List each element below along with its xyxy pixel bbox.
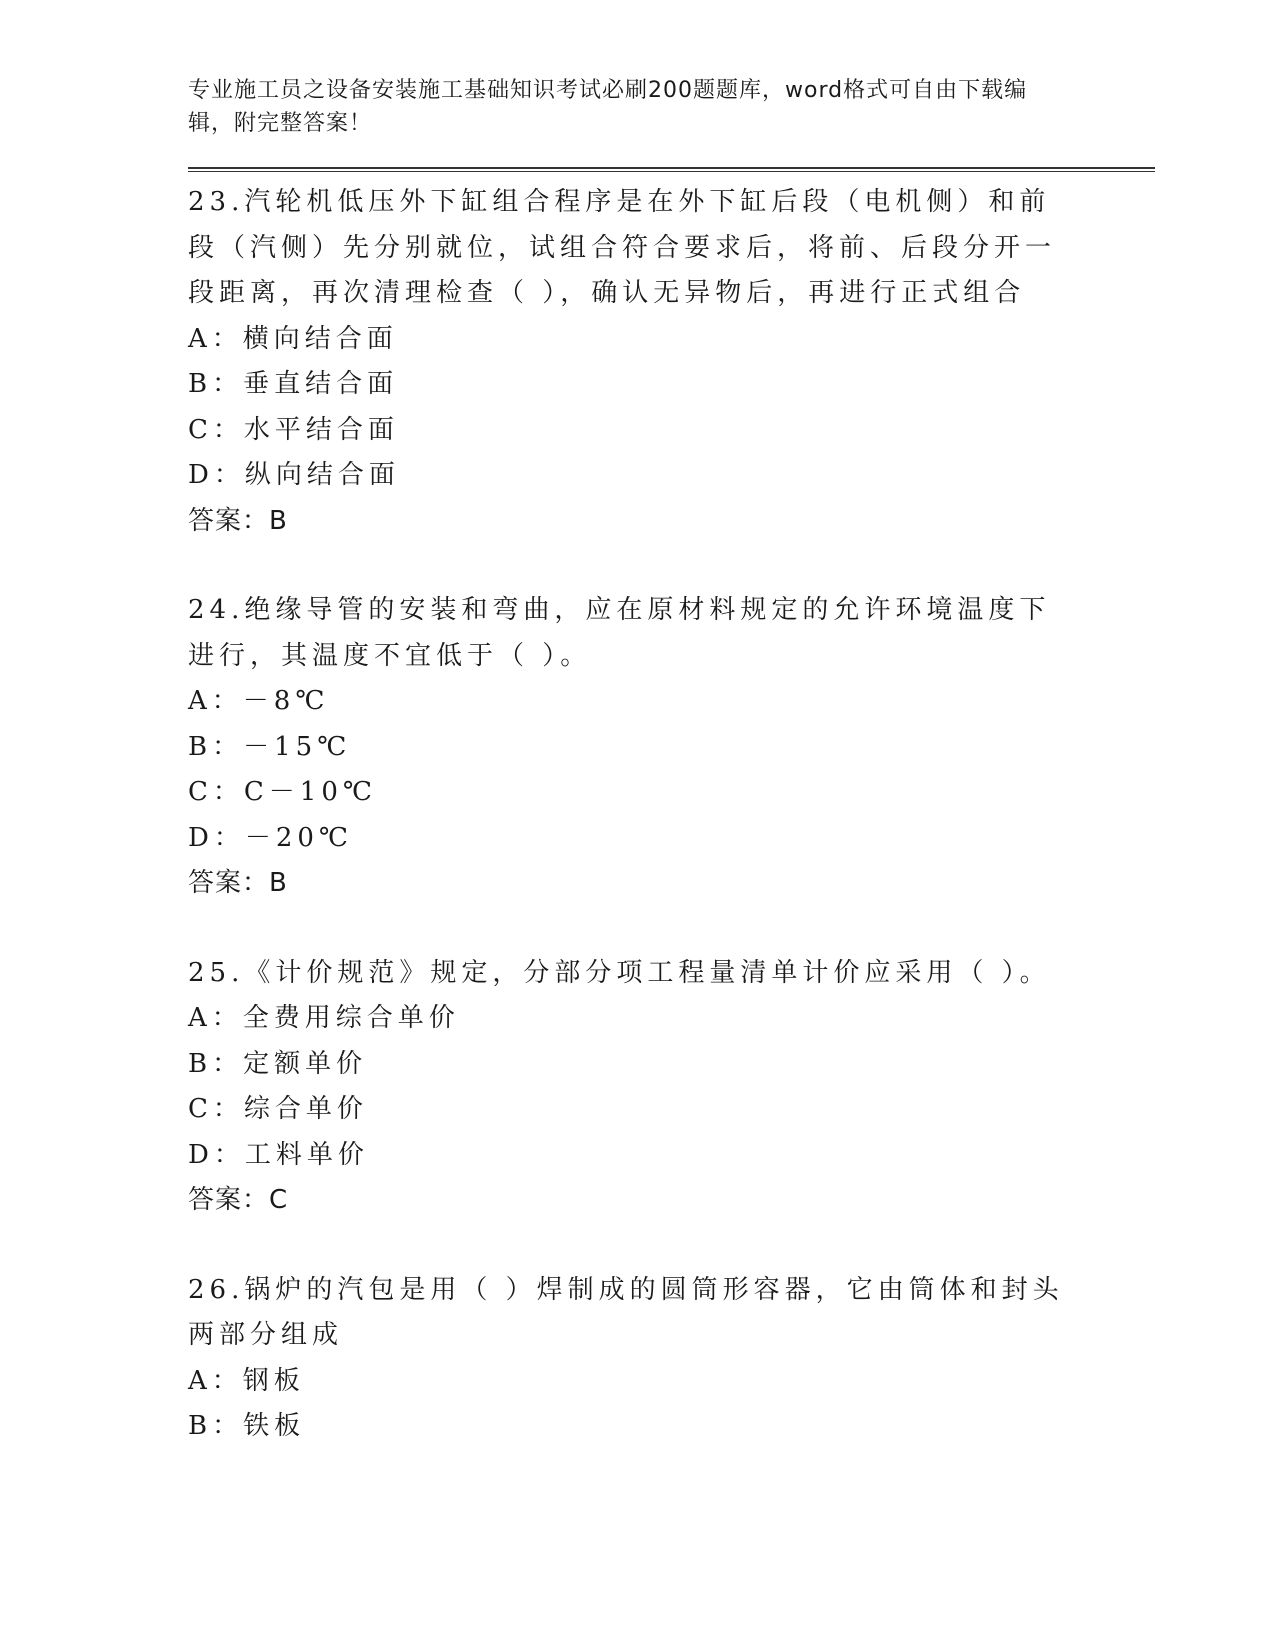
option-d: D：工料单价 — [188, 1139, 369, 1170]
option-a: A：钢板 — [188, 1365, 305, 1396]
option-b: B：铁板 — [188, 1411, 306, 1441]
answer-label: 答案：C — [188, 1185, 289, 1215]
option-a: A：－8℃ — [188, 686, 330, 716]
header-divider — [188, 167, 1155, 172]
question-24 — [188, 588, 1148, 907]
answer-label: 答案：B — [188, 505, 288, 536]
option-a: A：全费用综合单价 — [188, 1003, 460, 1033]
option-c: C：综合单价 — [188, 1094, 368, 1124]
option-c: C：C－10℃ — [188, 777, 377, 807]
question-stem: 23.汽轮机低压外下缸组合程序是在外下缸后段（电机侧）和前段（汽侧）先分别就位，试组合符合要求后，将前、后段分开一段距离，再次清理检查（ ），确认无异物后，再进行正式组合 — [188, 187, 1057, 308]
document-page — [188, 74, 1148, 1494]
document-header: 专业施工员之设备安装施工基础知识考试必刷200题题库，word格式可自由下载编辑，附完整答案！ — [188, 78, 1028, 136]
option-c: C：水平结合面 — [188, 414, 399, 445]
option-d: D：纵向结合面 — [188, 460, 400, 490]
question-stem: 25.《计价规范》规定，分部分项工程量清单计价应采用（ ）。 — [188, 957, 1051, 988]
question-stem: 26.锅炉的汽包是用（ ）焊制成的圆筒形容器，它由筒体和封头两部分组成 — [188, 1274, 1064, 1350]
question-23 — [188, 180, 1148, 544]
answer-label: 答案：B — [188, 868, 288, 898]
option-b: B：定额单价 — [188, 1048, 368, 1079]
option-a: A：横向结合面 — [188, 323, 398, 354]
question-26 — [188, 1268, 1148, 1450]
question-25 — [188, 951, 1148, 1224]
option-d: D：－20℃ — [188, 822, 354, 853]
question-stem: 24.绝缘导管的安装和弯曲，应在原材料规定的允许环境温度下进行，其温度不宜低于（ ）。 — [188, 595, 1051, 671]
question-list — [188, 180, 1148, 1450]
option-b: B：垂直结合面 — [188, 369, 399, 399]
option-b: B：－15℃ — [188, 731, 352, 762]
